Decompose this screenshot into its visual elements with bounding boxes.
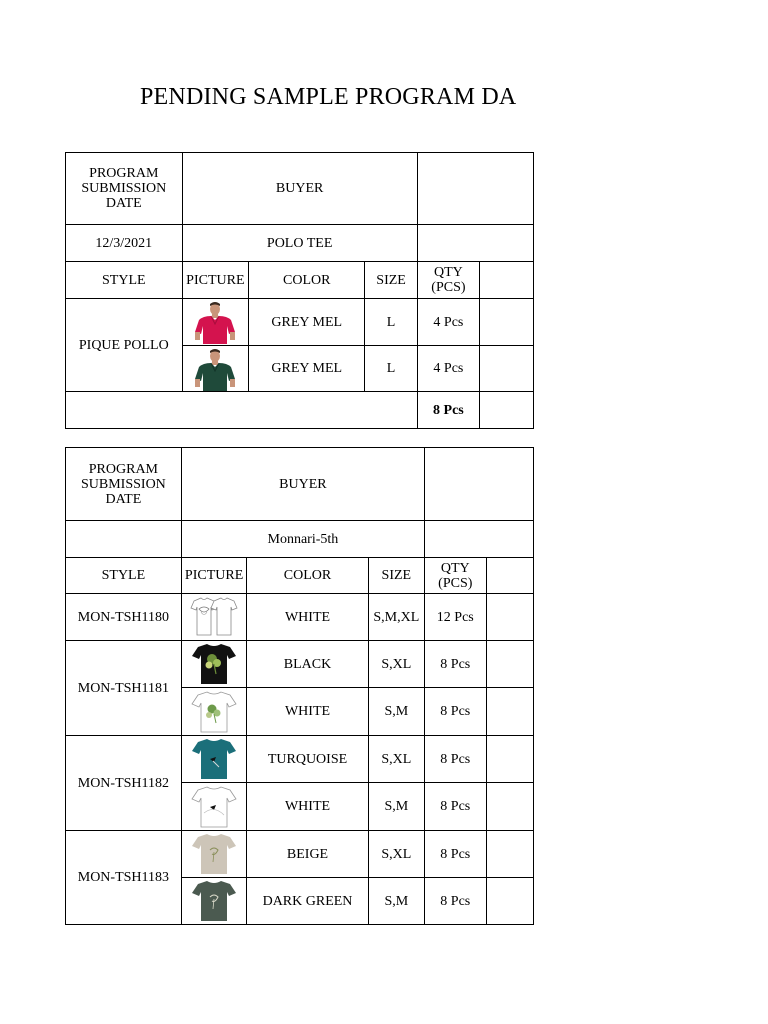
- qty-cell: 4 Pcs: [417, 346, 479, 392]
- white-tshirt-floral-icon: [186, 690, 242, 734]
- qty-cell: 8 Pcs: [425, 736, 487, 783]
- header-buyer: BUYER: [182, 153, 417, 225]
- extra-cell: [480, 299, 534, 346]
- extra-empty: [417, 225, 533, 262]
- size-cell: S,XL: [368, 831, 424, 878]
- col-qty: QTY (PCS): [417, 262, 479, 299]
- qty-cell: 4 Pcs: [417, 299, 479, 346]
- style-cell: MON-TSH1181: [66, 641, 182, 736]
- picture-cell: [181, 736, 247, 783]
- color-cell: BLACK: [247, 641, 368, 688]
- red-polo-shirt-model-icon: [189, 300, 241, 344]
- picture-cell: [182, 346, 248, 392]
- color-cell: DARK GREEN: [247, 878, 368, 925]
- black-tshirt-floral-icon: [186, 642, 242, 686]
- submission-date-value: [66, 521, 182, 558]
- extra-cell: [486, 783, 533, 831]
- size-cell: L: [365, 299, 417, 346]
- submission-date-value: 12/3/2021: [66, 225, 183, 262]
- buyer-value: Monnari-5th: [181, 521, 424, 558]
- col-color: COLOR: [247, 558, 368, 594]
- header-submission-date: PROGRAM SUBMISSION DATE: [66, 153, 183, 225]
- picture-cell: [181, 831, 247, 878]
- col-picture: PICTURE: [182, 262, 248, 299]
- qty-cell: 8 Pcs: [425, 641, 487, 688]
- col-qty: QTY (PCS): [425, 558, 487, 594]
- buyer-value: POLO TEE: [182, 225, 417, 262]
- col-style: STYLE: [66, 262, 183, 299]
- qty-cell: 8 Pcs: [425, 688, 487, 736]
- polo-tee-table: [65, 152, 534, 429]
- total-qty: 8 Pcs: [417, 392, 479, 429]
- extra-cell: [486, 878, 533, 925]
- color-cell: BEIGE: [247, 831, 368, 878]
- extra-cell: [480, 346, 534, 392]
- col-extra: [486, 558, 533, 594]
- extra-cell: [486, 831, 533, 878]
- color-cell: WHITE: [247, 688, 368, 736]
- style-cell: MON-TSH1183: [66, 831, 182, 925]
- turquoise-tshirt-bird-icon: [186, 737, 242, 781]
- color-cell: WHITE: [247, 783, 368, 831]
- picture-cell: [181, 641, 247, 688]
- col-size: SIZE: [368, 558, 424, 594]
- col-color: COLOR: [249, 262, 365, 299]
- size-cell: S,XL: [368, 736, 424, 783]
- extra-cell: [486, 688, 533, 736]
- col-style: STYLE: [66, 558, 182, 594]
- style-cell: MON-TSH1180: [66, 594, 182, 641]
- qty-cell: 8 Pcs: [425, 878, 487, 925]
- size-cell: S,XL: [368, 641, 424, 688]
- color-cell: WHITE: [247, 594, 368, 641]
- picture-cell: [181, 783, 247, 831]
- size-cell: S,M,XL: [368, 594, 424, 641]
- qty-cell: 8 Pcs: [425, 831, 487, 878]
- color-cell: GREY MEL: [249, 346, 365, 392]
- extra-empty: [425, 521, 534, 558]
- style-cell: PIQUE POLLO: [66, 299, 183, 392]
- color-cell: TURQUOISE: [247, 736, 368, 783]
- extra-cell: [486, 594, 533, 641]
- white-tshirt-bird-icon: [186, 785, 242, 829]
- qty-cell: 8 Pcs: [425, 783, 487, 831]
- total-label-cell: [66, 392, 418, 429]
- size-cell: S,M: [368, 688, 424, 736]
- col-extra: [480, 262, 534, 299]
- header-buyer: BUYER: [181, 448, 424, 521]
- monnari-table: [65, 447, 534, 925]
- page-title: PENDING SAMPLE PROGRAM DA: [140, 84, 517, 110]
- header-empty: [425, 448, 534, 521]
- size-cell: L: [365, 346, 417, 392]
- col-size: SIZE: [365, 262, 417, 299]
- picture-cell: [182, 299, 248, 346]
- extra-cell: [486, 641, 533, 688]
- header-submission-date: PROGRAM SUBMISSION DATE: [66, 448, 182, 521]
- style-cell: MON-TSH1182: [66, 736, 182, 831]
- dark-green-tshirt-print-icon: [186, 879, 242, 923]
- picture-cell: [181, 878, 247, 925]
- beige-tshirt-print-icon: [186, 832, 242, 876]
- white-tshirt-pair-icon: [186, 595, 242, 639]
- size-cell: S,M: [368, 878, 424, 925]
- color-cell: GREY MEL: [249, 299, 365, 346]
- picture-cell: [181, 688, 247, 736]
- col-picture: PICTURE: [181, 558, 247, 594]
- picture-cell: [181, 594, 247, 641]
- size-cell: S,M: [368, 783, 424, 831]
- qty-cell: 12 Pcs: [425, 594, 487, 641]
- green-polo-shirt-model-icon: [189, 347, 241, 391]
- header-empty: [417, 153, 533, 225]
- extra-cell: [480, 392, 534, 429]
- extra-cell: [486, 736, 533, 783]
